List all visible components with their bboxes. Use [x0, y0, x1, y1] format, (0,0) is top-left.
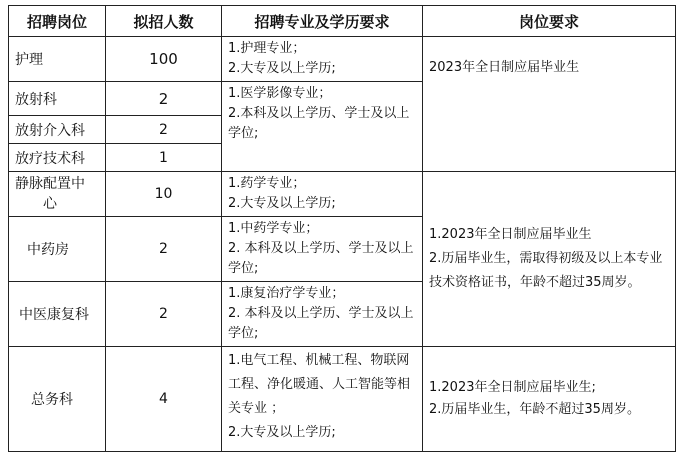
position-cell: 总务科 [9, 347, 106, 452]
requirement-line: 2. 本科及以上学历、学士及以上学位; [228, 241, 414, 276]
requirement-line: 2.大专及以上学历; [228, 61, 336, 76]
table-row [9, 172, 676, 217]
requirement-line: 2.本科及以上学历、学士及以上学位; [228, 106, 410, 141]
count-cell: 100 [106, 37, 222, 82]
count-cell: 10 [106, 172, 222, 217]
count-cell: 2 [106, 217, 222, 282]
post-requirement-cell [423, 172, 676, 347]
position-cell: 放疗技术科 [9, 144, 106, 172]
requirement-line: 1.药学专业； [228, 176, 306, 191]
requirements-cell [222, 217, 423, 282]
requirement-line: 1.康复治疗学专业； [228, 286, 345, 301]
header-row [9, 6, 676, 37]
requirement-line: 1.医学影像专业； [228, 86, 332, 101]
count-cell: 2 [106, 282, 222, 347]
count-cell: 2 [106, 116, 222, 144]
requirement-line: 1.电气工程、机械工程、物联网工程、净化暖通、人工智能等相关专业 ； [228, 353, 411, 416]
recruitment-table [8, 5, 676, 452]
requirements-cell [222, 37, 423, 82]
header-count: 拟招人数 [106, 6, 222, 37]
table-row [9, 37, 676, 82]
count-cell: 1 [106, 144, 222, 172]
post-requirement-line: 1.2023年全日制应届毕业生 [429, 227, 592, 242]
position-cell: 中医康复科 [9, 282, 106, 347]
post-requirement-line: 2.历届毕业生，年龄不超过35周岁。 [429, 402, 640, 417]
position-cell [9, 172, 106, 217]
requirement-line: 2.大专及以上学历; [228, 196, 336, 211]
requirements-cell [222, 172, 423, 217]
requirements-cell [222, 282, 423, 347]
position-label: 静脉配置中心 [15, 176, 85, 212]
requirement-line: 2. 本科及以上学历、学士及以上学位; [228, 306, 414, 341]
requirement-line: 2.大专及以上学历; [228, 425, 336, 440]
position-cell: 放射科 [9, 82, 106, 116]
post-requirement-line: 1.2023年全日制应届毕业生; [429, 380, 596, 395]
count-cell: 2 [106, 82, 222, 116]
header-post-requirements: 岗位要求 [423, 6, 676, 37]
requirements-cell [222, 347, 423, 452]
requirement-line: 1.中药学专业； [228, 221, 319, 236]
count-cell: 4 [106, 347, 222, 452]
requirement-line: 1.护理专业； [228, 41, 306, 56]
table-row [9, 347, 676, 452]
position-cell: 放射介入科 [9, 116, 106, 144]
post-requirement-cell [423, 347, 676, 452]
post-requirement-cell: 2023年全日制应届毕业生 [423, 37, 676, 172]
requirements-cell [222, 82, 423, 172]
header-major-education: 招聘专业及学历要求 [222, 6, 423, 37]
position-cell: 中药房 [9, 217, 106, 282]
header-position: 招聘岗位 [9, 6, 106, 37]
post-requirement-line: 2.历届毕业生，需取得初级及以上本专业技术资格证书，年龄不超过35周岁。 [429, 251, 663, 290]
position-cell: 护理 [9, 37, 106, 82]
